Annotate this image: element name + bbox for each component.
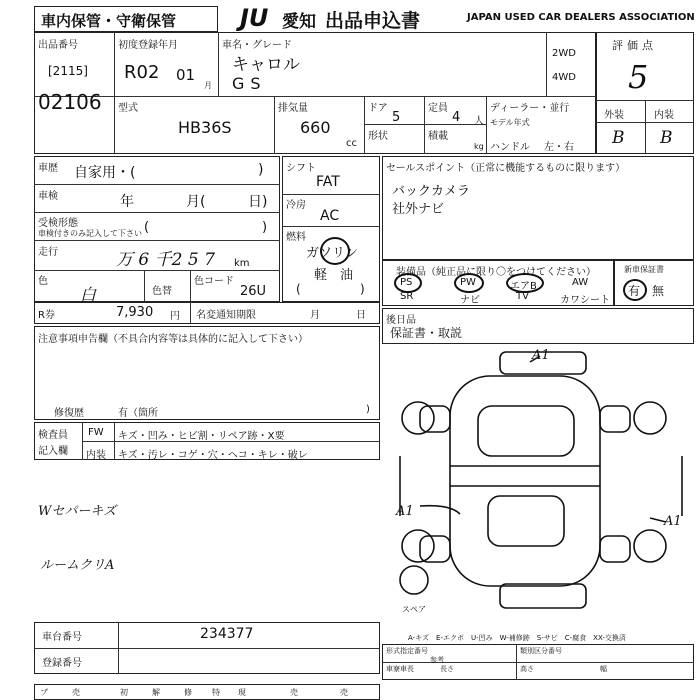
assoc-name: JAPAN USED CAR DEALERS ASSOCIATION	[467, 12, 695, 23]
warranty-label: 新車保証書	[624, 265, 664, 274]
fuel-label: 燃料	[286, 232, 306, 243]
accessories-value: 保証書・取説	[390, 326, 463, 340]
ac-label: 冷房	[286, 200, 306, 211]
doors-value: 5	[392, 110, 401, 125]
status-tabs-row	[34, 684, 380, 700]
checker-fw: FW	[88, 427, 104, 438]
lot-number: 02106	[38, 90, 102, 114]
equip-pw-circle	[454, 273, 484, 293]
spare-tire-circle	[400, 566, 428, 594]
checker-label-1: 検査員	[38, 430, 68, 441]
recycle-value: 7,930	[116, 305, 154, 320]
inspection-month-unit: 月(	[186, 194, 206, 210]
accessories-label: 後日品	[386, 315, 416, 326]
fuel-paren: (	[296, 282, 301, 296]
inspection-day-unit: 日)	[248, 194, 268, 210]
registration-month: 01	[176, 66, 196, 84]
form-title: 出品申込書	[325, 10, 421, 32]
load-unit: kg	[474, 142, 484, 151]
interior-value: B	[660, 128, 673, 148]
warranty-value: 有・無	[628, 284, 665, 298]
car-body-outline	[450, 376, 600, 586]
chassis-number: 234377	[200, 626, 254, 642]
equip-sr: SR	[400, 291, 414, 302]
status-tab-4: 解	[152, 688, 160, 697]
color-label: 色	[38, 276, 48, 287]
repair-label: 修復歴	[54, 408, 84, 419]
capacity-label: 定員	[428, 103, 448, 114]
checker-fw-text: キズ・凹み・ヒビ割・リペア跡・X要	[118, 431, 285, 442]
fuel-close: )	[360, 282, 365, 296]
equip-airbag-circle	[506, 273, 544, 293]
doors-label: ドア	[368, 103, 388, 114]
damage-legend: A-キズ E-エクボ U-凹み W-補修跡 S-サビ C-腐食 XX-交換済	[408, 634, 626, 642]
handwritten-note-2: ルームクリA	[40, 558, 115, 573]
receipt-paren: (	[144, 220, 150, 235]
warranty-circle	[623, 279, 647, 301]
length-h: 高さ	[520, 665, 534, 673]
length-w: 幅	[600, 665, 607, 673]
receipt-label: 受検形態	[38, 218, 78, 229]
repair-close: )	[366, 404, 370, 415]
color-change-label: 色替	[152, 286, 172, 297]
inspection-label: 車検	[38, 191, 58, 202]
registration-month-unit: 月	[204, 81, 212, 90]
sales-point-2: 社外ナビ	[392, 202, 445, 217]
displacement-unit: cc	[346, 138, 357, 149]
model-label: 型式	[118, 103, 138, 114]
length-l: 長さ	[440, 665, 454, 673]
capacity-value: 4	[452, 110, 461, 125]
color-value: 白	[80, 285, 97, 304]
mileage-value: 万 6 千2 5 7	[116, 250, 215, 270]
notes-label: 注意事項申告欄（不具合内容等は具体的に記入して下さい）	[38, 334, 308, 345]
equip-navi: ナビ	[460, 295, 480, 306]
receipt-close: )	[262, 220, 268, 235]
status-tab-7: 現	[238, 688, 246, 697]
exterior-value: B	[612, 128, 625, 148]
sales-points-label: セールスポイント（正常に機能するものに限ります）	[386, 163, 626, 174]
shape-label: 形状	[368, 131, 388, 142]
ju-logo: JU	[240, 4, 269, 32]
status-tab-8: 売	[290, 688, 298, 697]
car-grade: GS	[232, 74, 267, 93]
damage-mark-3: A1	[664, 514, 682, 529]
status-tab-1: ブ	[40, 688, 48, 697]
receipt-note: 車検付きのみ記入して下さい	[38, 229, 142, 238]
damage-mark-1: A1	[532, 348, 550, 363]
lot-label: 出品番号	[38, 40, 78, 51]
ref-label: 形式指定番号	[386, 647, 428, 655]
handle-label: ハンドル	[490, 142, 530, 153]
equip-aw: AW	[572, 277, 589, 288]
equip-airbag: エアB	[510, 281, 537, 292]
recycle-unit: 円	[170, 311, 180, 322]
capacity-unit: 人	[474, 116, 484, 127]
checker-int-text: キズ・汚レ・コゲ・穴・ヘコ・キレ・破レ	[118, 450, 308, 461]
color-code-label: 色コード	[194, 276, 234, 287]
equip-ps-circle	[394, 273, 422, 293]
status-tab-5: 修	[184, 688, 192, 697]
car-name: キャロル	[232, 55, 300, 75]
handwritten-note-1: Wセパーキズ	[38, 504, 117, 519]
status-tab-9: 売	[340, 688, 348, 697]
equip-leather: カワシート	[560, 295, 610, 306]
checker-interior: 内装	[86, 450, 106, 461]
shift-label: シフト	[286, 163, 316, 174]
car-name-label: 車名・グレード	[222, 40, 292, 51]
notice-label: 名変通知期限	[196, 310, 256, 321]
displacement-value: 660	[300, 118, 331, 137]
repair-value: 有（箇所	[118, 408, 158, 419]
status-tab-2: 売	[72, 688, 80, 697]
status-tab-6: 特	[212, 688, 220, 697]
sales-point-1: バックカメラ	[392, 184, 471, 199]
interior-label: 内装	[654, 110, 674, 121]
score-value: 5	[628, 58, 649, 96]
notice-day: 日	[356, 310, 366, 321]
history-close: )	[258, 162, 264, 178]
model-year-label: モデル年式	[490, 118, 530, 127]
shift-value: FAT	[316, 174, 340, 190]
storage-badge	[34, 6, 218, 32]
mileage-unit: km	[234, 258, 250, 269]
length-label: 車寮車長	[386, 665, 414, 673]
notice-month: 月	[310, 310, 320, 321]
car-damage-diagram	[390, 346, 696, 618]
exterior-label: 外装	[604, 110, 624, 121]
regno-label: 登録番号	[42, 658, 82, 669]
equip-tv: TV	[516, 291, 529, 302]
model-code: HB36S	[178, 118, 232, 137]
spare-label: スペア	[402, 605, 426, 614]
storage-label: 車内保管・守衛保管	[41, 12, 177, 30]
2wd-label: 2WD	[552, 48, 576, 59]
registration-year: R02	[124, 62, 160, 83]
handle-value: 左・右	[544, 142, 574, 153]
ac-value: AC	[320, 208, 340, 224]
history-label: 車歴	[38, 163, 58, 174]
equip-ps: PS	[400, 277, 413, 288]
lot-sub: [2115]	[48, 64, 88, 78]
status-tab-3: 初	[120, 688, 128, 697]
equipment-label: 装備品（純正品に限り〇をつけてください）	[396, 267, 596, 278]
fuel-gas: ガソリン	[306, 246, 359, 261]
history-value: 自家用・(	[74, 165, 136, 181]
4wd-label: 4WD	[552, 72, 576, 83]
org-name: 愛知	[282, 12, 316, 32]
displacement-label: 排気量	[278, 103, 308, 114]
recycle-label: R券	[38, 310, 55, 321]
score-label: 評価点	[612, 39, 657, 52]
color-code: 26U	[240, 284, 267, 299]
equip-pw: PW	[460, 277, 476, 288]
checker-label-2: 記入欄	[38, 446, 68, 457]
notes-ref: 参考	[430, 656, 444, 664]
dealer-label: ディーラー・並行	[490, 103, 570, 114]
inspection-year-unit: 年	[120, 194, 134, 210]
load-label: 積載	[428, 131, 448, 142]
chassis-label: 車台番号	[42, 632, 82, 643]
cat-label: 類別区分番号	[520, 647, 562, 655]
registration-label: 初度登録年月	[118, 40, 178, 51]
fuel-diesel: 軽 油	[314, 268, 354, 283]
fuel-gas-circle	[320, 237, 350, 265]
damage-mark-2: A1	[396, 504, 414, 519]
mileage-label: 走行	[38, 247, 58, 258]
